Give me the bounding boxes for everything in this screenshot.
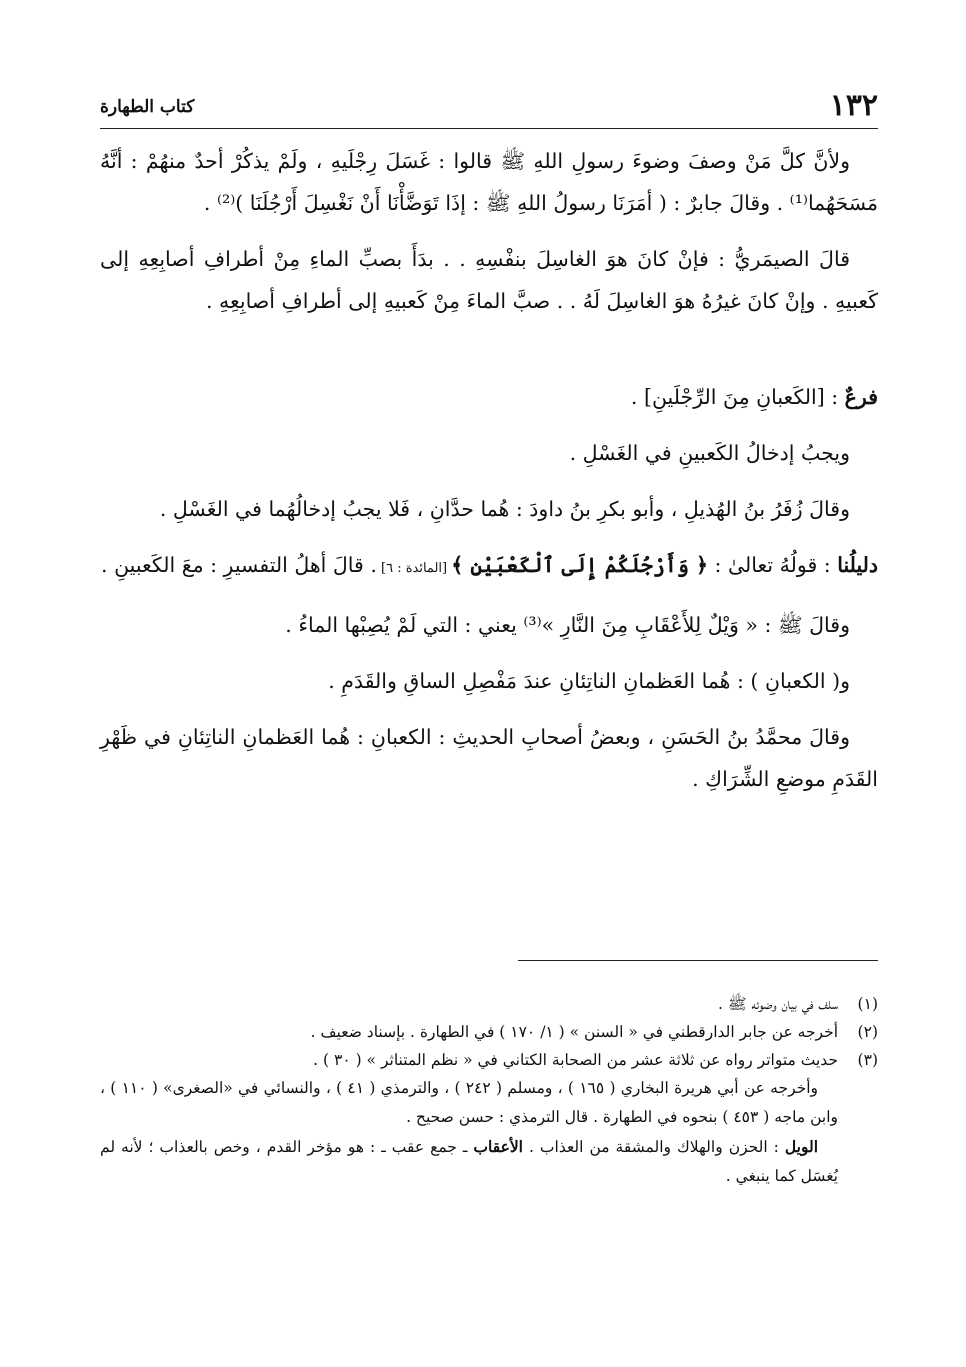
evidence-intro: : قولُهُ تعالىٰ : <box>708 553 838 577</box>
evidence-label: دليلُنا <box>837 553 878 577</box>
page-header <box>100 84 878 129</box>
gloss-definition: ـ جمع عقب ـ : هو مؤخر القدم ، وخص بالعذاب ؛ لأنه لم يُغسَل كما ينبغي . <box>100 1138 838 1185</box>
footnote <box>100 1018 878 1046</box>
footnote-text: سلف في بيان وضوئه ﷺ . <box>718 995 838 1013</box>
main-text <box>100 140 878 800</box>
paragraph: ويجبُ إدخالُ الكَعبينِ في الغَسْلِ . <box>569 441 850 465</box>
footnote-divider <box>518 960 878 961</box>
page-number: ١٣٢ <box>829 88 878 123</box>
paragraph: و( الكعبانِ ) : هُما العَظمانِ الناتِئانِ عندَ مَفْصِلِ الساقِ والقَدَمِ . <box>328 669 850 693</box>
footnote-number: (٢) <box>857 1023 878 1041</box>
running-title: كتاب الطهارة <box>100 97 195 117</box>
paragraph: وقالَ ﷺ : « وَيْلٌ لِلأَعْقَابِ مِنَ النَّارِ »⁽³⁾ يعني : التي لَمْ يُصِبْها الماءُ . <box>285 613 850 637</box>
gloss-definition: : الحزن والهلاك والمشقة من العذاب . <box>522 1138 785 1156</box>
paragraph: وقالَ محمَّدُ بنُ الحَسَنِ ، وبعضُ أصحابِ الحديثِ : الكعبانِ : هُما العَظمانِ الناتِئانِ في ظَهْرِ القَدَمِ موضعِ الشِّرَاكِ . <box>100 725 878 791</box>
gloss-term: الويل <box>784 1137 818 1156</box>
gloss-term: الأعقاب <box>473 1137 523 1156</box>
footnote <box>100 990 878 1018</box>
footnotes <box>100 990 878 1191</box>
footnote-text: أخرجه عن جابر الدارقطني في « السنن » ( ١/ ١٧٠ ) في الطهارة . بإسناد ضعيف . <box>310 1023 838 1041</box>
footnote-number: (١) <box>857 995 878 1013</box>
paragraph: قالَ الصيمَريُّ : فإنْ كانَ هوَ الغاسِلَ بنفْسِهِ . . بدَأَ بصبِّ الماءِ مِنْ أطرافِ أصابِعِهِ إلى كَعبيهِ . وإنْ كانَ غيرُهُ هوَ الغاسِلَ لَهُ . . صبَّ الماءَ مِنْ كَعبيهِ إلى أطرافِ أصابِعِهِ . <box>100 247 878 313</box>
evidence-paragraph <box>100 544 878 590</box>
quran-verse: ﴿ وَأَرْجُلَكُمْ إِلَى ٱلْكَعْبَيْنِ ﴾ <box>451 553 709 577</box>
footnote-text: حديث متواتر رواه عن ثلاثة عشر من الصحابة الكتاني في « نظم المتناثر » ( ٣٠ ) . <box>313 1051 838 1069</box>
evidence-rest: . قالَ أهلُ التفسيرِ : معَ الكَعبينِ . <box>101 553 377 577</box>
paragraph: وقالَ زُفَرُ بنُ الهُذيلِ ، وأبو بكرِ بنُ داودَ : هُما حدَّانِ ، فَلا يجبُ إدخالُهُما في الغَسْلِ . <box>159 497 850 521</box>
branch-label: فرعٌ <box>844 385 878 409</box>
footnote-continuation: وأخرجه عن أبي هريرة البخاري ( ١٦٥ ) ، ومسلم ( ٢٤٢ ) ، والترمذي ( ٤١ ) ، والنسائي في «الصغرى» ( ١١٠ ) ، وابن ماجه ( ٤٥٣ ) بنحوه في الطهارة . قال الترمذي : حسن صحيح . <box>100 1079 838 1126</box>
footnote-gloss <box>100 1132 878 1191</box>
footnote <box>100 1046 878 1074</box>
branch-title: : [الكَعبانِ مِنَ الرِّجْلَينِ] . <box>630 385 845 409</box>
branch-heading <box>100 376 878 418</box>
verse-reference: [المائدة : ٦] <box>376 561 452 576</box>
paragraph: ولأنَّ كلَّ مَنْ وصفَ وضوءَ رسولِ اللهِ ﷺ قالوا : غَسَلَ رِجْلَيهِ ، ولَمْ يذكُرْ أحدٌ منهُمْ : أنَّهُ مَسَحَهُما⁽¹⁾ . وقالَ جابرٌ : ( أمَرَنَا رسولُ اللهِ ﷺ : إذَا تَوَضَّأْنَا أَنْ نَغْسِلَ أَرْجُلَنَا )⁽²⁾ . <box>100 149 878 215</box>
book-page <box>100 0 878 1367</box>
footnote-number: (٣) <box>857 1051 878 1069</box>
